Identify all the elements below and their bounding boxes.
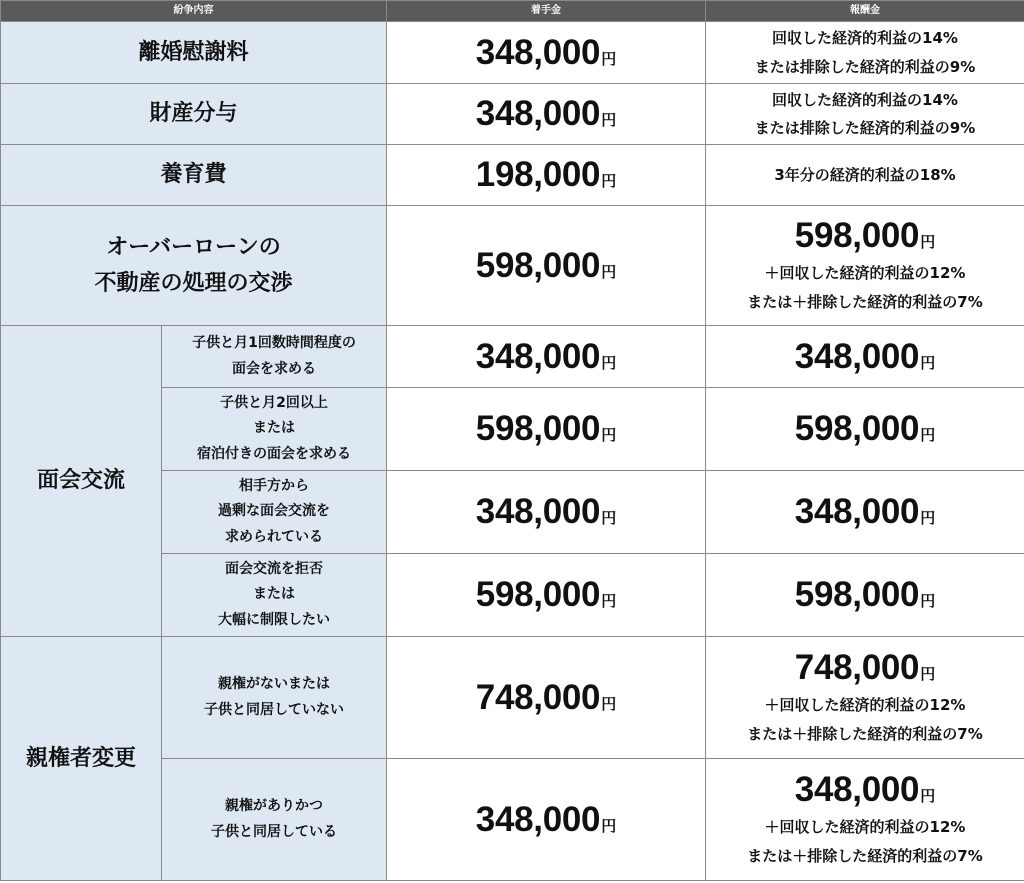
fee-cell <box>387 145 706 206</box>
yen-unit: 円 <box>920 509 936 527</box>
yen-unit: 円 <box>601 426 617 444</box>
fee-cell <box>387 471 706 554</box>
reward-cell <box>706 326 1024 388</box>
reward-amount: 598,000 <box>794 216 920 255</box>
reward-amount: 748,000 <box>794 648 920 687</box>
header-row <box>1 1 1024 22</box>
table-row <box>1 326 1024 388</box>
reward-text: または＋排除した経済的利益の7% <box>747 724 983 743</box>
reward-amount-wrap <box>706 647 1024 689</box>
subcategory-line: 子供と同居している <box>211 823 337 840</box>
reward-text: または排除した経済的利益の9% <box>754 57 976 76</box>
reward-amount: 348,000 <box>794 770 920 809</box>
reward-text: 3年分の経済的利益の18% <box>774 165 956 184</box>
reward-cell <box>706 388 1024 471</box>
header-fee: 着手金 <box>387 1 706 22</box>
reward-amount: 348,000 <box>794 336 920 376</box>
yen-unit: 円 <box>920 592 936 610</box>
category-visitation: 面会交流 <box>1 326 162 637</box>
category-overloan <box>1 206 387 326</box>
fee-cell <box>387 84 706 145</box>
subcategory-line: 過剰な面会交流を <box>218 503 330 520</box>
table-row <box>1 22 1024 84</box>
reward-cell <box>706 22 1024 84</box>
yen-unit: 円 <box>601 262 617 281</box>
reward-text: または＋排除した経済的利益の7% <box>747 292 983 311</box>
subcategory-line: 宿泊付きの面会を求める <box>197 445 351 462</box>
subcategory-line: 親権がありかつ <box>225 798 323 815</box>
subcategory-line: 子供と月2回以上 <box>220 395 328 412</box>
category-custody: 親権者変更 <box>1 637 162 881</box>
fee-cell <box>387 637 706 759</box>
yen-unit: 円 <box>601 592 617 610</box>
reward-amount-wrap <box>706 215 1024 257</box>
reward-text: ＋回収した経済的利益の12% <box>764 264 966 282</box>
reward-amount-wrap <box>706 769 1024 811</box>
table-row <box>1 637 1024 759</box>
fee-amount: 198,000 <box>475 155 601 194</box>
yen-unit: 円 <box>920 787 936 805</box>
table-row <box>1 145 1024 206</box>
category-line: 不動産の処理の交渉 <box>94 270 293 296</box>
header-reward: 報酬金 <box>706 1 1024 22</box>
fee-cell <box>387 22 706 84</box>
subcategory-line: 求められている <box>225 528 323 545</box>
fee-amount: 348,000 <box>475 32 601 72</box>
subcategory-cell <box>162 637 387 759</box>
subcategory-line: または <box>253 420 295 437</box>
yen-unit: 円 <box>601 111 617 129</box>
subcategory-line: 相手方から <box>239 478 309 495</box>
subcategory-line: または <box>253 586 295 603</box>
reward-text: 回収した経済的利益の14% <box>772 29 958 47</box>
fee-amount: 348,000 <box>475 94 601 133</box>
subcategory-cell <box>162 471 387 554</box>
fee-amount: 348,000 <box>475 799 601 839</box>
reward-amount: 348,000 <box>794 492 920 531</box>
table-row <box>1 206 1024 326</box>
yen-unit: 円 <box>601 816 617 835</box>
subcategory-line: 面会交流を拒否 <box>225 561 323 578</box>
yen-unit: 円 <box>920 353 936 372</box>
reward-cell <box>706 554 1024 637</box>
header-dispute: 紛争内容 <box>1 1 387 22</box>
reward-cell <box>706 206 1024 326</box>
reward-text: または排除した経済的利益の9% <box>754 119 976 137</box>
fee-cell <box>387 326 706 388</box>
fee-amount: 748,000 <box>475 677 601 717</box>
category-property: 財産分与 <box>1 84 387 145</box>
subcategory-cell <box>162 554 387 637</box>
reward-cell <box>706 759 1024 881</box>
fee-cell <box>387 206 706 326</box>
yen-unit: 円 <box>920 665 936 683</box>
fee-amount: 598,000 <box>475 409 601 448</box>
yen-unit: 円 <box>920 233 936 251</box>
fee-amount: 598,000 <box>475 245 601 285</box>
fee-amount: 348,000 <box>475 492 601 531</box>
subcategory-cell <box>162 759 387 881</box>
reward-cell <box>706 637 1024 759</box>
fee-cell <box>387 554 706 637</box>
fee-amount: 598,000 <box>475 575 601 614</box>
subcategory-line: 面会を求める <box>232 360 316 377</box>
fee-cell <box>387 759 706 881</box>
reward-text: ＋回収した経済的利益の12% <box>764 818 966 836</box>
reward-amount: 598,000 <box>794 409 920 448</box>
subcategory-line: 親権がないまたは <box>218 676 330 693</box>
category-alimony: 離婚慰謝料 <box>1 22 387 84</box>
fee-amount: 348,000 <box>475 336 601 376</box>
reward-text: 回収した経済的利益の14% <box>772 90 958 109</box>
reward-cell <box>706 471 1024 554</box>
subcategory-line: 子供と同居していない <box>204 701 344 718</box>
yen-unit: 円 <box>920 426 936 444</box>
yen-unit: 円 <box>601 172 617 190</box>
reward-cell <box>706 145 1024 206</box>
reward-text: または＋排除した経済的利益の7% <box>747 846 983 865</box>
table-row <box>1 84 1024 145</box>
yen-unit: 円 <box>601 509 617 527</box>
yen-unit: 円 <box>601 49 617 68</box>
subcategory-line: 子供と月1回数時間程度の <box>192 335 356 352</box>
reward-cell <box>706 84 1024 145</box>
yen-unit: 円 <box>601 694 617 713</box>
subcategory-line: 大幅に制限したい <box>218 611 330 628</box>
subcategory-cell <box>162 388 387 471</box>
category-line: オーバーローンの <box>106 235 281 261</box>
reward-amount: 598,000 <box>794 575 920 614</box>
reward-text: ＋回収した経済的利益の12% <box>764 696 966 714</box>
fee-cell <box>387 388 706 471</box>
category-child-support: 養育費 <box>1 145 387 206</box>
subcategory-cell <box>162 326 387 388</box>
yen-unit: 円 <box>601 353 617 372</box>
